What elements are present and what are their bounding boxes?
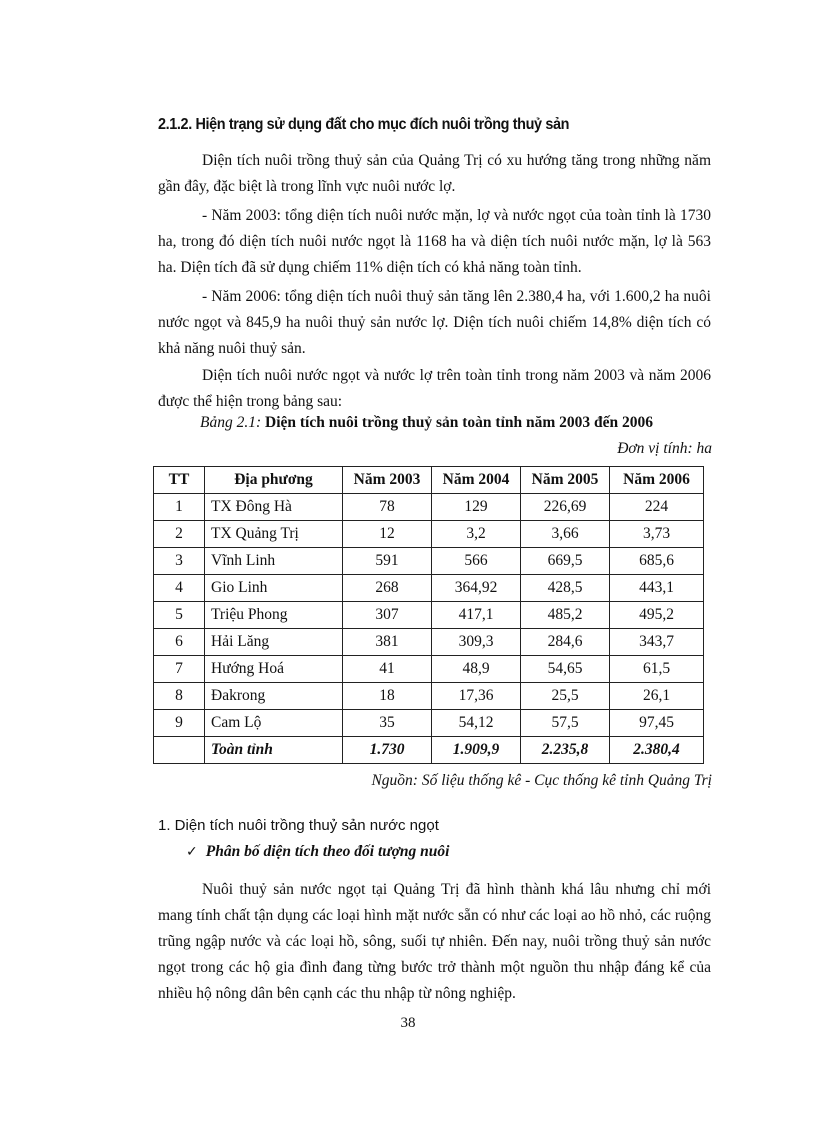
cell-2006: 3,73 [610,521,704,548]
cell-2003: 591 [343,548,432,575]
cell-tt: 7 [154,656,205,683]
cell-total-2003: 1.730 [343,737,432,764]
cell-2006: 443,1 [610,575,704,602]
cell-2006: 61,5 [610,656,704,683]
checkmark-icon: ✓ [186,844,198,860]
table-caption-label: Bảng 2.1: [200,414,262,431]
table-source: Nguồn: Số liệu thống kê - Cục thống kê tỉnh Quảng Trị [371,772,712,789]
cell-2004: 48,9 [432,656,521,683]
cell-2004: 17,36 [432,683,521,710]
cell-2003: 381 [343,629,432,656]
cell-total-2005: 2.235,8 [521,737,610,764]
cell-2006: 26,1 [610,683,704,710]
table-total-row [154,737,704,764]
paragraph-freshwater: Nuôi thuỷ sản nước ngọt tại Quảng Trị đã hình thành khá lâu nhưng chỉ mới mang tính chất tận dụng các loại hình mặt nước sẵn có như các loại ao hồ nhỏ, các ruộng trũng ngập nước và các loại hồ, sông, suối tự nhiên. Đến nay, nuôi trồng thuỷ sản nước ngọt trong các hộ gia đình đang từng bước trở thành một nguồn thu nhập đáng kể của nhiều hộ nông dân bên cạnh các thu nhập từ nông nghiệp. [158,881,711,1002]
cell-2003: 78 [343,494,432,521]
cell-tt: 5 [154,602,205,629]
cell-locality: Đakrong [205,683,343,710]
cell-total-label: Toàn tỉnh [205,737,343,764]
cell-tt: 4 [154,575,205,602]
cell-locality: Gio Linh [205,575,343,602]
table-row [154,602,704,629]
cell-2005: 428,5 [521,575,610,602]
cell-2004: 309,3 [432,629,521,656]
paragraph-2006: - Năm 2006: tổng diện tích nuôi thuỷ sản tăng lên 2.380,4 ha, với 1.600,2 ha nuôi nước ngọt và 845,9 ha nuôi thuỷ sản nước lợ. Diện tích nuôi chiếm 14,8% diện tích có khả năng nuôi thuỷ sản. [158,288,711,357]
header-2006: Năm 2006 [610,467,704,494]
section-title: 2.1.2. Hiện trạng sử dụng đất cho mục đích nuôi trồng thuỷ sản [158,116,570,133]
cell-total-2004: 1.909,9 [432,737,521,764]
cell-locality: Vĩnh Linh [205,548,343,575]
bullet-heading-text: Phân bố diện tích theo đối tượng nuôi [205,843,450,860]
cell-2005: 54,65 [521,656,610,683]
table-row [154,656,704,683]
cell-2003: 35 [343,710,432,737]
paragraph-2003: - Năm 2003: tổng diện tích nuôi nước mặn, lợ và nước ngọt của toàn tỉnh là 1730 ha, trong đó diện tích nuôi nước ngọt là 1168 ha và diện tích nuôi nước mặn, lợ là 563 ha. Diện tích đã sử dụng chiếm 11% diện tích có khả năng toàn tỉnh. [158,207,711,276]
cell-locality: TX Quảng Trị [205,521,343,548]
cell-locality: Triệu Phong [205,602,343,629]
cell-2003: 18 [343,683,432,710]
table-caption-title: Diện tích nuôi trồng thuỷ sản toàn tỉnh năm 2003 đến 2006 [265,414,654,431]
subsection-title: 1. Diện tích nuôi trồng thuỷ sản nước ngọt [158,817,439,834]
table-row [154,629,704,656]
table-caption [200,414,653,432]
table-unit: Đơn vị tính: ha [617,440,712,457]
header-2003: Năm 2003 [343,467,432,494]
paragraph-intro: Diện tích nuôi trồng thuỷ sản của Quảng Trị có xu hướng tăng trong những năm gần đây, đặc biệt là trong lĩnh vực nuôi nước lợ. [158,152,711,195]
cell-2004: 364,92 [432,575,521,602]
cell-2006: 97,45 [610,710,704,737]
cell-tt [154,737,205,764]
cell-2004: 3,2 [432,521,521,548]
cell-2004: 129 [432,494,521,521]
cell-2003: 41 [343,656,432,683]
cell-tt: 9 [154,710,205,737]
cell-2003: 12 [343,521,432,548]
cell-2004: 417,1 [432,602,521,629]
cell-tt: 3 [154,548,205,575]
table-row [154,548,704,575]
cell-2005: 25,5 [521,683,610,710]
page-number: 38 [400,1015,416,1031]
area-table [153,466,704,764]
cell-locality: Cam Lộ [205,710,343,737]
cell-2006: 495,2 [610,602,704,629]
cell-2005: 284,6 [521,629,610,656]
paragraph-table-intro: Diện tích nuôi nước ngọt và nước lợ trên toàn tỉnh trong năm 2003 và năm 2006 được thể hiện trong bảng sau: [158,367,711,410]
cell-tt: 2 [154,521,205,548]
cell-2004: 566 [432,548,521,575]
table-row [154,683,704,710]
cell-locality: Hướng Hoá [205,656,343,683]
header-tt: TT [154,467,205,494]
cell-tt: 1 [154,494,205,521]
cell-2003: 307 [343,602,432,629]
table-row [154,710,704,737]
header-2004: Năm 2004 [432,467,521,494]
cell-2005: 57,5 [521,710,610,737]
cell-locality: Hải Lăng [205,629,343,656]
cell-2006: 224 [610,494,704,521]
cell-2004: 54,12 [432,710,521,737]
cell-2005: 485,2 [521,602,610,629]
table-row [154,494,704,521]
header-2005: Năm 2005 [521,467,610,494]
cell-2006: 343,7 [610,629,704,656]
table-row [154,575,704,602]
cell-2005: 669,5 [521,548,610,575]
cell-total-2006: 2.380,4 [610,737,704,764]
table-row [154,521,704,548]
cell-locality: TX Đông Hà [205,494,343,521]
cell-2006: 685,6 [610,548,704,575]
table-header-row [154,467,704,494]
header-locality: Địa phương [205,467,343,494]
cell-tt: 6 [154,629,205,656]
cell-tt: 8 [154,683,205,710]
bullet-heading [186,843,449,861]
cell-2003: 268 [343,575,432,602]
cell-2005: 3,66 [521,521,610,548]
cell-2005: 226,69 [521,494,610,521]
